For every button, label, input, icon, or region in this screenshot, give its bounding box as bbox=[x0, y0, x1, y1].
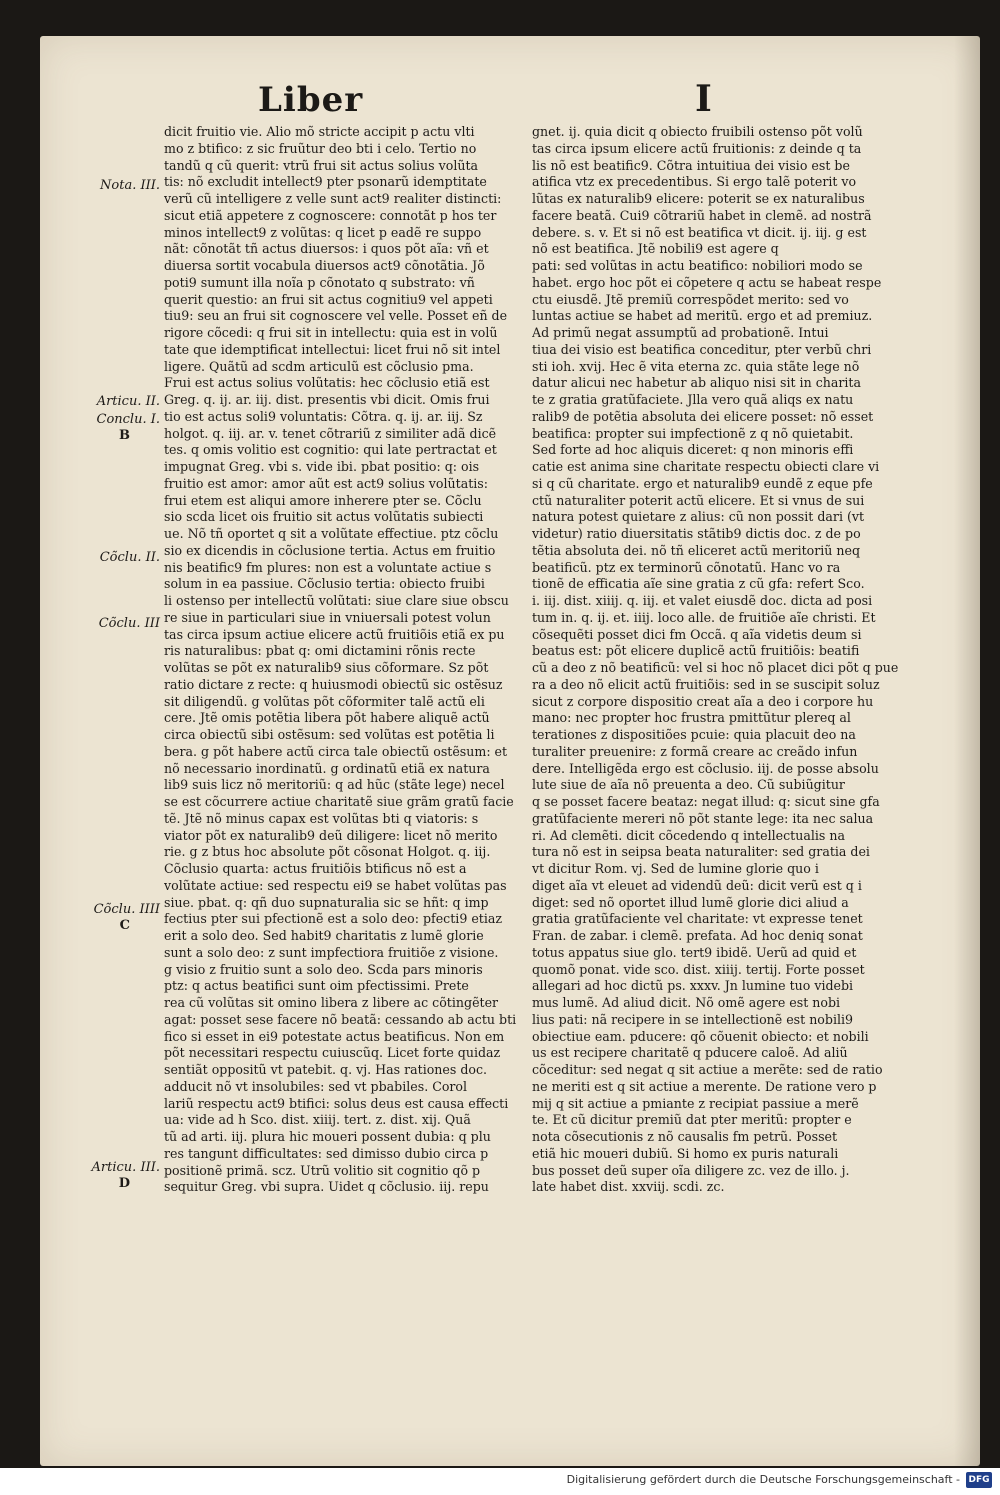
text-line: bera. g põt habere actũ circa tale obiectũ ostẽsum: et bbox=[164, 743, 508, 759]
text-line: agat: posset sese facere nõ beatã: cessando ab actu bti bbox=[164, 1011, 517, 1027]
text-line: re siue in particulari siue in vniuersali potest volun bbox=[164, 609, 491, 625]
text-line: ris naturalibus: pbat q: omi dictamini rõnis recte bbox=[164, 643, 476, 659]
text-line: ctu eiusdẽ. Jtẽ premiũ correspõdet merito: sed vo bbox=[532, 291, 849, 307]
text-line: terationes z dispositiões pcuie: quia placuit deo na bbox=[532, 727, 856, 742]
text-line: te. Et cũ dicitur premiũ dat pter meritũ: propter e bbox=[532, 1112, 852, 1128]
text-line: te z gratia gratũfaciete. Jlla vero quã aliqs ex natu bbox=[532, 392, 854, 407]
margin-note bbox=[48, 902, 160, 934]
text-line: us est recipere charitatẽ q pducere caloẽ. Ad aliũ bbox=[532, 1045, 848, 1061]
margin-note bbox=[48, 412, 160, 444]
text-line: ctũ naturaliter poterit actũ elicere. Et si vnus de sui bbox=[532, 492, 865, 508]
text-line: tũ ad arti. iij. plura hic moueri possent dubia: q plu bbox=[164, 1129, 491, 1144]
text-line: ligere. Quãtũ ad scdm articulũ est cõclusio pma. bbox=[164, 358, 474, 374]
text-line: tiu9: seu an frui sit cognoscere vel velle. Posset eñ de bbox=[164, 308, 508, 324]
margin-note-label: Cõclu. IIII bbox=[93, 902, 160, 917]
text-line: tẽ. Jtẽ nõ minus capax est volũtas bti q viatoris: s bbox=[164, 810, 479, 826]
text-line: beatus est: põt elicere duplicẽ actũ fruitiõis: beatifi bbox=[532, 643, 860, 659]
text-line: turaliter preuenire: z formã creare ac creãdo infun bbox=[532, 743, 858, 759]
text-line: g visio z fruitio sunt a solo deo. Scda pars minoris bbox=[164, 961, 483, 977]
text-line: siue. pbat. q: qñ duo supnaturalia sic se hñt: q imp bbox=[164, 894, 489, 910]
text-line: positionẽ primã. scz. Utrũ volitio sit cognitio qõ p bbox=[164, 1162, 481, 1178]
text-line: ratio dictare z recte: q huiusmodi obiectũ sic ostẽsuz bbox=[164, 676, 503, 692]
text-line: gratia gratũfaciente vel charitate: vt expresse tenet bbox=[532, 911, 863, 927]
text-line: sentiãt oppositũ vt patebit. q. vj. Has rationes doc. bbox=[164, 1062, 488, 1077]
text-line: solum in ea passiue. Cõclusio tertia: obiecto fruibi bbox=[164, 576, 485, 592]
text-line: late habet dist. xxviij. scdi. zc. bbox=[532, 1179, 725, 1195]
text-line: totus appatus siue glo. tert9 ibidẽ. Uerũ ad quid et bbox=[532, 944, 857, 960]
text-line: diuersa sortit vocabula diuersos act9 cõnotãtia. Jõ bbox=[164, 258, 485, 273]
dfg-logo-icon: DFG bbox=[966, 1472, 992, 1488]
running-head-right: I bbox=[695, 78, 712, 120]
margin-note-label: Articu. II. bbox=[96, 394, 160, 409]
text-line: facere beatã. Cui9 cõtrariũ habet in clemẽ. ad nostrã bbox=[532, 207, 872, 223]
text-line: ue. Nõ tñ oportet q sit a volũtate effectiue. ptz cõclu bbox=[164, 526, 499, 541]
margin-note bbox=[48, 616, 160, 632]
text-line: impugnat Greg. vbi s. vide ibi. pbat positio: q: ois bbox=[164, 459, 480, 474]
text-line: Greg. q. ij. ar. iij. dist. presentis vbi dicit. Omis frui bbox=[164, 392, 490, 407]
text-line: tandũ q cũ querit: vtrũ frui sit actus solius volũta bbox=[164, 157, 479, 173]
text-line: põt necessitari respectu cuiuscũq. Licet forte quidaz bbox=[164, 1045, 501, 1061]
text-line: tas circa ipsum elicere actũ fruitionis: z deinde q ta bbox=[532, 140, 862, 156]
text-line: sicut z corpore dispositio creat aĩa a deo i corpore hu bbox=[532, 693, 874, 709]
margin-note bbox=[48, 178, 160, 194]
text-line: dicit fruitio vie. Alio mõ stricte accipit p actu vlti bbox=[164, 124, 475, 139]
text-line: res tangunt difficultates: sed dimisso dubio circa p bbox=[164, 1145, 489, 1161]
text-line: lib9 suis licz nõ meritoriũ: q ad hũc (stãte lege) necel bbox=[164, 777, 505, 793]
text-line: rie. g z btus hoc absolute põt cõsonat Holgot. q. iij. bbox=[164, 844, 491, 860]
text-line: debere. s. v. Et si nõ est beatifica vt dicit. ij. iij. g est bbox=[532, 224, 867, 240]
text-line: se est cõcurrere actiue charitatẽ siue grãm gratũ facie bbox=[164, 794, 514, 809]
text-line: cũ a deo z nõ beatificũ: vel si hoc nõ placet dici põt q pue bbox=[532, 660, 899, 675]
text-line: videtur) ratio diuersitatis stãtib9 dictis doc. z de po bbox=[532, 526, 861, 541]
text-line: sequitur Greg. vbi supra. Uidet q cõclusio. iij. repu bbox=[164, 1179, 489, 1195]
text-line: beatificũ. ptz ex terminorũ cõnotatũ. Hanc vo ra bbox=[532, 559, 841, 575]
margin-note bbox=[48, 1160, 160, 1192]
text-line: tura nõ est in seipsa beata naturaliter: sed gratia dei bbox=[532, 844, 870, 860]
text-line: si q cũ charitate. ergo et naturalib9 eundẽ z eque pfe bbox=[532, 475, 873, 491]
text-line: lariũ respectu act9 btifici: solus deus est causa effecti bbox=[164, 1095, 509, 1111]
text-line: adducit nõ vt insolubiles: sed vt pbabiles. Corol bbox=[164, 1078, 468, 1094]
text-line: fectius pter sui pfectionẽ est a solo deo: pfecti9 etiaz bbox=[164, 911, 503, 927]
text-line: tes. q omis volitio est cognitio: qui late pertractat et bbox=[164, 442, 497, 458]
text-line: Fran. de zabar. i clemẽ. prefata. Ad hoc deniq sonat bbox=[532, 928, 863, 943]
text-line: tas circa ipsum actiue elicere actũ fruitiõis etiã ex pu bbox=[164, 626, 505, 642]
text-line: mo z btifico: z sic fruũtur deo bti i celo. Tertio no bbox=[164, 140, 477, 156]
text-line: viator põt ex naturalib9 deũ diligere: licet nõ merito bbox=[164, 827, 498, 843]
text-line: erit a solo deo. Sed habit9 charitatis z lumẽ glorie bbox=[164, 928, 484, 943]
text-line: nota cõsecutionis z nõ causalis fm petrũ. Posset bbox=[532, 1129, 838, 1144]
text-line: lute siue de aĩa nõ preuenta a deo. Cũ subiũgitur bbox=[532, 777, 845, 793]
text-line: tẽtia absoluta dei. nõ tñ eliceret actũ meritoriũ neq bbox=[532, 542, 861, 558]
margin-note-letter: B bbox=[119, 428, 130, 443]
text-line: diget aĩa vt eleuet ad videndũ deũ: dicit verũ est q i bbox=[532, 877, 862, 893]
text-line: vt dicitur Rom. vj. Sed de lumine glorie quo i bbox=[532, 861, 819, 876]
text-line: mij q sit actiue a pmiante z recipiat passiue a merẽ bbox=[532, 1095, 859, 1111]
margin-note-label: Cõclu. III bbox=[98, 616, 160, 631]
text-line: volũtas se põt ex naturalib9 sius cõformare. Sz põt bbox=[164, 660, 489, 675]
text-line: gnet. ij. quia dicit q obiecto fruibili ostenso põt volũ bbox=[532, 124, 863, 139]
text-line: lis nõ est beatific9. Cõtra intuitiua dei visio est be bbox=[532, 157, 850, 173]
text-line: querit questio: an frui sit actus cognitiu9 vel appeti bbox=[164, 291, 493, 307]
text-line: tionẽ de efficatia aĩe sine gratia z cũ gfa: refert Sco. bbox=[532, 576, 865, 592]
text-line: Frui est actus solius volũtatis: hec cõclusio etiã est bbox=[164, 375, 490, 391]
text-line: nãt: cõnotãt tñ actus diuersos: i quos põt aĩa: vñ et bbox=[164, 241, 489, 257]
text-line: q se posset facere beataz: negat illud: q: sicut sine gfa bbox=[532, 794, 880, 809]
page-gutter-shadow bbox=[954, 36, 980, 1466]
text-line: lius pati: nã recipere in se intellectionẽ est nobili9 bbox=[532, 1011, 854, 1027]
footer-credit: Digitalisierung gefördert durch die Deutsche Forschungsgemeinschaft - bbox=[566, 1473, 960, 1486]
text-line: poti9 sumunt illa noĩa p cõnotato q substrato: vñ bbox=[164, 274, 475, 290]
text-column-left bbox=[164, 124, 536, 1196]
text-line: Cõclusio quarta: actus fruitiõis btificus nõ est a bbox=[164, 861, 467, 876]
text-line: holgot. q. iij. ar. v. tenet cõtrariũ z similiter adã dicẽ bbox=[164, 425, 497, 441]
margin-note bbox=[48, 550, 160, 566]
text-line: catie est anima sine charitate respectu obiecti clare vi bbox=[532, 459, 880, 474]
text-line: ri. Ad clemẽti. dicit cõcedendo q intellectualis na bbox=[532, 827, 845, 843]
text-line: sti ioh. xvij. Hec ẽ vita eterna zc. quia stãte lege nõ bbox=[532, 358, 860, 374]
text-line: nõ est beatifica. Jtẽ nobili9 est agere q bbox=[532, 241, 779, 257]
text-line: allegari ad hoc dictũ ps. xxxv. Jn lumine tuo videbi bbox=[532, 978, 854, 994]
text-line: tio est actus soli9 voluntatis: Cõtra. q. ij. ar. iij. Sz bbox=[164, 408, 483, 424]
text-line: fruitio est amor: amor aũt est act9 solius volũtatis: bbox=[164, 475, 489, 491]
text-line: gratũfaciente mereri nõ põt stante lege: ita nec salua bbox=[532, 810, 874, 826]
text-line: verũ cũ intelligere z velle sunt act9 realiter distincti: bbox=[164, 191, 502, 206]
text-line: circa obiectũ sibi ostẽsum: sed volũtas est potẽtia li bbox=[164, 727, 495, 742]
text-line: ne meriti est q sit actiue a merente. De ratione vero p bbox=[532, 1078, 877, 1094]
text-line: rea cũ volũtas sit omino libera z libere ac cõtingẽter bbox=[164, 995, 499, 1010]
text-column-right bbox=[532, 124, 912, 1196]
text-line: sicut etiã appetere z cognoscere: connotãt p hos ter bbox=[164, 207, 497, 223]
margin-note bbox=[48, 394, 160, 410]
text-line: tum in. q. ij. et. iiij. loco alle. de fruitiõe aĩe christi. Et bbox=[532, 609, 876, 625]
text-line: nõ necessario inordinatũ. g ordinatũ etiã ex natura bbox=[164, 760, 490, 776]
text-line: etiã hic moueri dubiũ. Si homo ex puris naturali bbox=[532, 1145, 839, 1161]
text-line: tiua dei visio est beatifica conceditur, pter verbũ chri bbox=[532, 341, 872, 357]
text-line: habet. ergo hoc põt ei cõpetere q actu se habeat respe bbox=[532, 274, 882, 290]
text-line: ua: vide ad h Sco. dist. xiiij. tert. z. dist. xij. Quã bbox=[164, 1112, 471, 1128]
text-line: sit diligendũ. g volũtas põt cõformiter talẽ actũ eli bbox=[164, 693, 485, 709]
text-line: nis beatific9 fm plures: non est a voluntate actiue s bbox=[164, 559, 492, 575]
text-line: cõsequẽti posset dici fm Occã. q aĩa videtis deum si bbox=[532, 626, 862, 642]
text-line: rigore cõcedi: q frui sit in intellectu: quia est in volũ bbox=[164, 325, 498, 340]
margin-note-label: Cõclu. II. bbox=[99, 550, 160, 565]
margin-note-label: Conclu. I. bbox=[96, 412, 160, 427]
text-line: cere. Jtẽ omis potẽtia libera põt habere aliquẽ actũ bbox=[164, 710, 490, 726]
text-line: mano: nec propter hoc frustra pmittũtur plereq al bbox=[532, 710, 851, 726]
margin-note-label: Articu. III. bbox=[91, 1160, 160, 1175]
text-line: tate que idemptificat intellectui: licet frui nõ sit intel bbox=[164, 341, 501, 357]
text-line: dere. Intelligẽda ergo est cõclusio. iij. de posse absolu bbox=[532, 760, 879, 776]
text-line: Sed forte ad hoc aliquis diceret: q non minoris effi bbox=[532, 442, 854, 458]
text-line: diget: sed nõ oportet illud lumẽ glorie dici aliud a bbox=[532, 894, 849, 910]
text-line: natura potest quietare z alius: cũ non possit dari (vt bbox=[532, 509, 865, 525]
text-line: atifica vtz ex precedentibus. Si ergo talẽ poterit vo bbox=[532, 174, 857, 190]
text-line: minos intellect9 z volũtas: q licet p eadẽ re suppo bbox=[164, 224, 482, 240]
text-line: sunt a solo deo: z sunt impfectiora fruitiõe z visione. bbox=[164, 944, 499, 960]
text-line: sio ex dicendis in cõclusione tertia. Actus em fruitio bbox=[164, 542, 496, 558]
margin-note-letter: D bbox=[118, 1176, 130, 1191]
text-line: ralib9 de potẽtia absoluta dei elicere posset: nõ esset bbox=[532, 408, 874, 424]
text-line: luntas actiue se habet ad meritũ. ergo et ad premiuz. bbox=[532, 308, 873, 324]
text-line: obiectiue eam. pducere: qõ cõuenit obiecto: et nobili bbox=[532, 1028, 869, 1044]
text-line: pati: sed volũtas in actu beatifico: nobiliori modo se bbox=[532, 258, 863, 273]
text-line: tis: nõ excludit intellect9 pter psonarũ idemptitate bbox=[164, 174, 487, 190]
text-line: beatifica: propter sui impfectionẽ z q nõ quietabit. bbox=[532, 425, 854, 441]
text-line: frui etem est aliqui amore inherere pter se. Cõclu bbox=[164, 492, 482, 508]
text-line: mus lumẽ. Ad aliud dicit. Nõ omẽ agere est nobi bbox=[532, 995, 841, 1010]
text-line: cõceditur: sed negat q sit actiue a merẽte: sed de ratio bbox=[532, 1062, 883, 1077]
text-line: volũtate actiue: sed respectu ei9 se habet volũtas pas bbox=[164, 877, 507, 893]
margin-note-label: Nota. III. bbox=[100, 178, 160, 193]
text-line: fico si esset in ei9 potestate actus beatificus. Non em bbox=[164, 1028, 505, 1044]
text-line: bus posset deũ super oĩa diligere zc. vez de illo. j. bbox=[532, 1162, 850, 1178]
text-line: li ostenso per intellectũ volũtati: siue clare siue obscu bbox=[164, 593, 509, 608]
text-line: i. iij. dist. xiiij. q. iij. et valet eiusdẽ doc. dicta ad posi bbox=[532, 593, 873, 608]
text-line: datur alicui nec habetur ab aliquo nisi sit in charita bbox=[532, 375, 861, 391]
text-line: lũtas ex naturalib9 elicere: poterit se ex naturalibus bbox=[532, 191, 865, 206]
text-line: ra a deo nõ elicit actũ fruitiõis: sed in se suscipit soluz bbox=[532, 676, 880, 692]
text-line: ptz: q actus beatifici sunt oim pfectissimi. Prete bbox=[164, 978, 469, 994]
text-line: Ad primũ negat assumptũ ad probationẽ. Intui bbox=[532, 325, 829, 340]
running-head-left: Liber bbox=[258, 80, 364, 120]
text-line: quomõ ponat. vide sco. dist. xiiij. tertij. Forte posset bbox=[532, 961, 865, 977]
footer-bar bbox=[0, 1468, 1000, 1495]
margin-note-letter: C bbox=[119, 918, 130, 933]
text-line: sio scda licet ois fruitio sit actus volũtatis subiecti bbox=[164, 509, 484, 525]
